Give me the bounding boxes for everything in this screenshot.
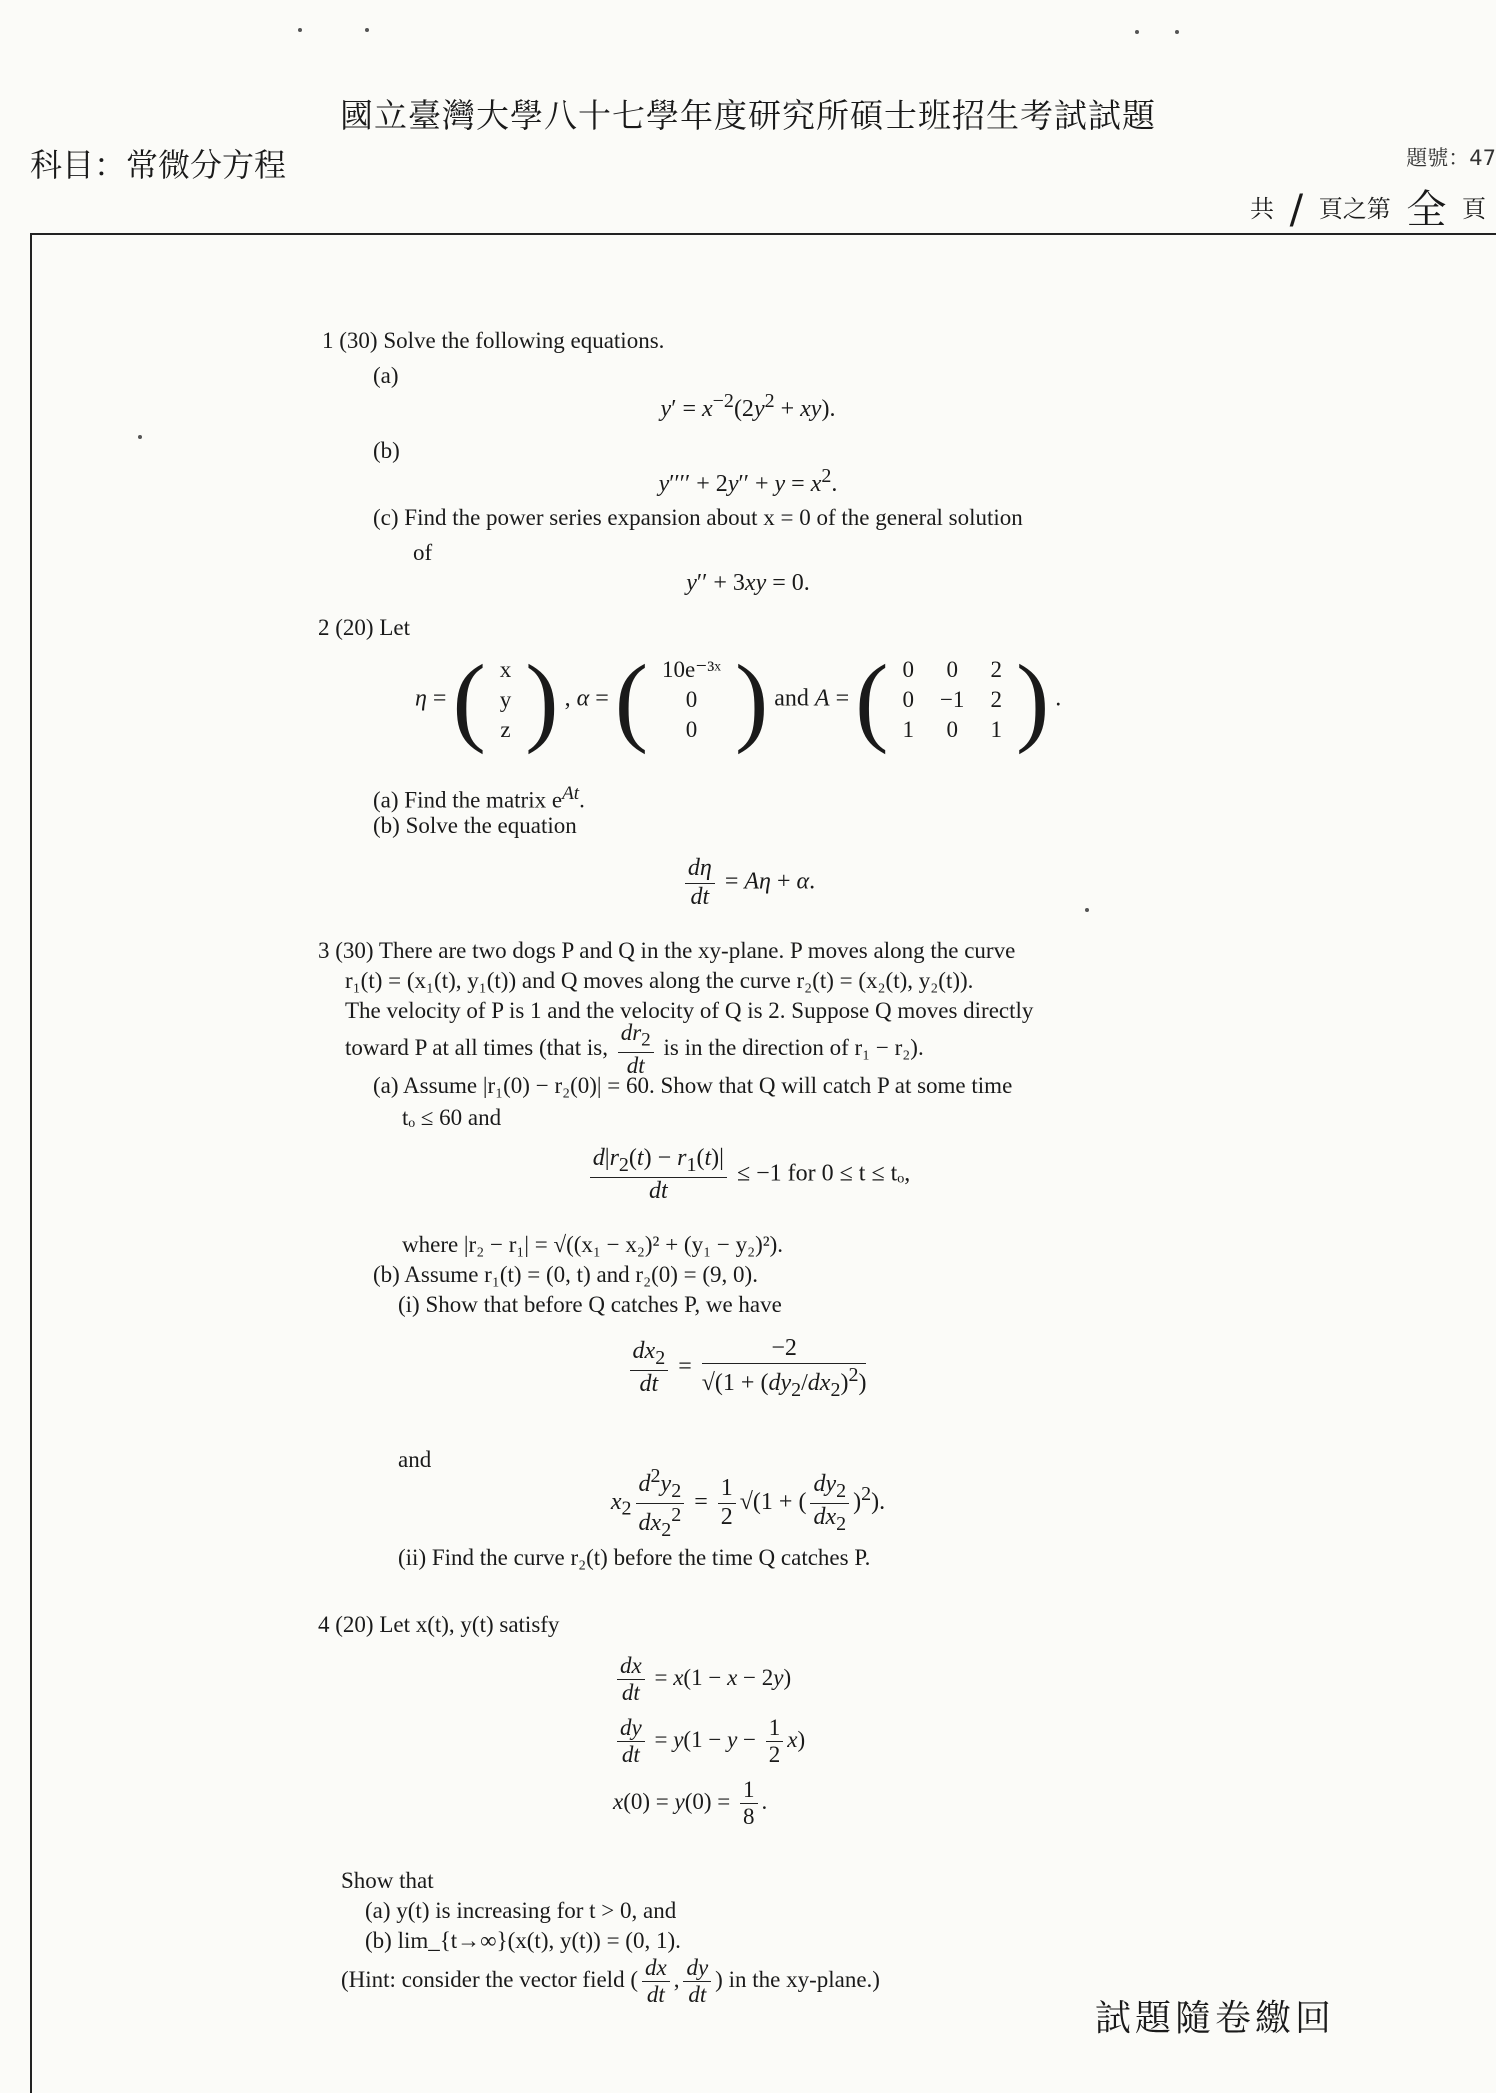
p3-line4-post: is in the direction of r₁ − r₂). xyxy=(663,1034,924,1060)
alpha-entry: 0 xyxy=(685,687,698,712)
p3-b-line1: (b) Assume r₁(t) = (0, t) and r₂(0) = (9, 0). xyxy=(373,1262,758,1287)
p3-line2: r₁(t) = (x₁(t), y₁(t)) and Q moves along the curve r₂(t) = (x₂(t), y₂(t)). xyxy=(345,968,974,993)
p3-line3: The velocity of P is 1 and the velocity of Q is 2. Suppose Q moves directly xyxy=(345,998,1034,1023)
A-entry: 0 xyxy=(946,657,958,682)
p4-show: Show that xyxy=(341,1868,434,1893)
A-entry: 1 xyxy=(902,717,914,742)
p3-a-line1: (a) Assume |r₁(0) − r₂(0)| = 60. Show that Q will catch P at some time xyxy=(373,1073,1013,1098)
scan-speck xyxy=(1175,30,1179,34)
p4-hint: (Hint: consider the vector field ( $\frac{dx}{dt}$ , $\frac{dy}{dt}$ ) in the xy-plane.) xyxy=(341,1955,880,2008)
p4-eq2: $\frac{dy}{dt}$ = y(1 − y − $\frac{1}{2}$ x) xyxy=(613,1715,805,1769)
p2-intro: 2 (20) Let xyxy=(318,615,410,640)
A-entry: 2 xyxy=(990,687,1002,712)
p3-a-inequality: $\frac{d|r_2(t) - r_1(t)|}{dt}$ ≤ −1 for 0 ≤ t ≤ tₒ, xyxy=(0,1145,1496,1205)
eta-entry: z xyxy=(500,717,511,742)
scan-speck xyxy=(138,435,142,439)
subject-label: 科目：常微分方程 xyxy=(30,146,287,184)
and-word: and xyxy=(774,685,809,712)
pages-total: / xyxy=(1289,187,1304,233)
scan-speck xyxy=(365,28,369,32)
p3-where: where |r₂ − r₁| = √((x₁ − x₂)² + (y₁ − y₂)²). xyxy=(402,1232,784,1257)
alpha-entry: 10e⁻³ˣ xyxy=(662,657,721,682)
p2-a: (a) Find the matrix $e^{At}$. xyxy=(373,783,585,813)
scan-speck xyxy=(298,28,302,32)
alpha-vector xyxy=(648,654,735,746)
pages-suffix: 頁 xyxy=(1462,195,1486,223)
A-entry: 0 xyxy=(902,687,914,712)
p3-a-line2: tₒ ≤ 60 and xyxy=(402,1105,502,1130)
alpha-entry: 0 xyxy=(685,717,698,742)
p4-a: (a) y(t) is increasing for t > 0, and xyxy=(365,1898,677,1923)
p4-intro: 4 (20) Let x(t), y(t) satisfy xyxy=(318,1612,560,1637)
A-entry: 2 xyxy=(990,657,1002,682)
p1-a-equation: $y' = x^{-2}(2y^2 + xy)$. xyxy=(660,390,836,422)
pages-middle: 頁之第 xyxy=(1318,195,1391,223)
p3-bi-equation2: $x_2$ $\frac{d^2y_2}{dx_2^2}$ = $\frac{1}{2}$ √(1 + ( $\frac{dy_2}{dx_2}$ )$^2$). xyxy=(610,1465,886,1541)
p1-b-label: (b) xyxy=(373,438,400,463)
page-count xyxy=(1250,178,1486,235)
p3-b-i: (i) Show that before Q catches P, we have xyxy=(398,1292,782,1317)
p4-hint-post: ) in the xy-plane.) xyxy=(715,1967,880,1993)
p1-intro: 1 (30) Solve the following equations. xyxy=(322,328,665,353)
p4-hint-pre: (Hint: consider the vector field ( xyxy=(341,1967,638,1993)
eta-entry: y xyxy=(499,687,512,712)
p3-b-ii: (ii) Find the curve r₂(t) before the time Q catches P. xyxy=(398,1545,871,1570)
scan-speck xyxy=(1135,30,1139,34)
scan-speck xyxy=(1085,908,1089,912)
p3-line1: 3 (30) There are two dogs P and Q in the xy-plane. P moves along the curve xyxy=(318,938,1016,963)
question-number: 題號：47 xyxy=(1406,146,1496,170)
p1-c-line2: of xyxy=(413,540,433,565)
p4-system xyxy=(613,1653,805,1831)
p4-eq1: $\frac{dx}{dt}$ = x(1 − x − 2y) xyxy=(613,1653,805,1707)
p3-line4-pre: toward P at all times (that is, xyxy=(345,1034,608,1060)
p3-bi-equation1: $\frac{dx_2}{dt}$ = $\frac{-2}{√(1 + (dy_2/dx_2)^2)}$ xyxy=(0,1335,1496,1401)
A-matrix xyxy=(888,654,1015,746)
p2-a-text: (a) Find the matrix e xyxy=(373,787,563,813)
p1-c-line1: (c) Find the power series expansion about x = 0 of the general solution xyxy=(373,505,1023,530)
A-entry: 1 xyxy=(990,717,1002,742)
A-entry: 0 xyxy=(902,657,914,682)
p4-b: (b) lim_{t→∞}(x(t), y(t)) = (0, 1). xyxy=(365,1928,681,1953)
p2-b-equation: $\frac{d\eta}{dt}$ = Aη + α. xyxy=(0,855,1496,911)
exam-title: 國立臺灣大學八十七學年度研究所碩士班招生考試試題 xyxy=(340,96,1156,135)
p4-eq3: x(0) = y(0) = $\frac{1}{8}$ . xyxy=(613,1776,768,1830)
p3-line4: toward P at all times (that is, $\frac{dr_2}{dt}$ is in the direction of r₁ − r₂). xyxy=(345,1020,924,1078)
p2-a-exponent: At xyxy=(562,783,580,804)
p3-a-ineq-text: ≤ −1 for 0 ≤ t ≤ tₒ, xyxy=(736,1160,911,1187)
p1-a-label: (a) xyxy=(373,363,399,388)
p2-b: (b) Solve the equation xyxy=(373,813,577,838)
p1-b-equation: $y'''' + 2y'' + y = x^2$. xyxy=(658,465,838,497)
p3-and: and xyxy=(398,1447,432,1472)
return-stamp: 試題隨卷繳回 xyxy=(1095,1998,1336,2039)
A-entry: 0 xyxy=(946,717,958,742)
eta-entry: x xyxy=(499,657,512,682)
eta-vector xyxy=(486,654,526,746)
p1-c-equation: y′′ + 3xy = 0. xyxy=(686,570,810,596)
pages-prefix: 共 xyxy=(1249,195,1274,223)
pages-current: 全 xyxy=(1406,187,1447,233)
A-entry: −1 xyxy=(939,687,965,712)
p2-definitions: η = ( x y z ) , α = ( 10e⁻³ˣ 0 0 ) and A = ( 0 0 2 0 −1 2 1 0 1 ) . xyxy=(415,644,1062,755)
